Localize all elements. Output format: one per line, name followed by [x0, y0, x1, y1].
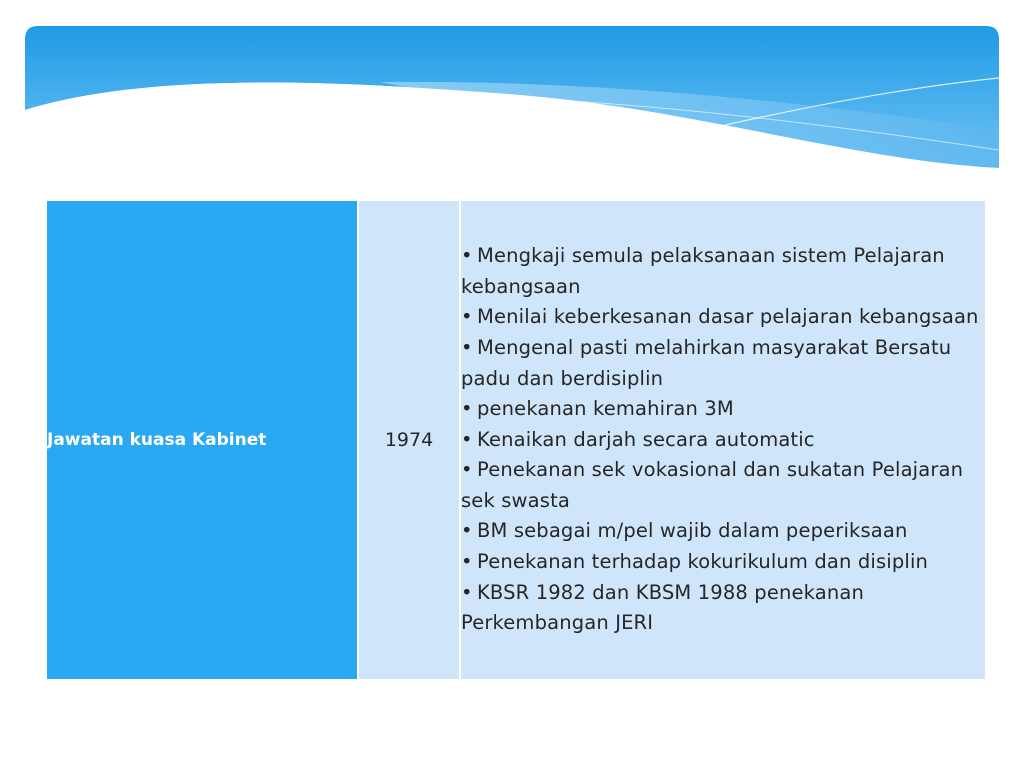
- bullet-glyph: •: [461, 580, 473, 604]
- list-item: [461, 578, 985, 639]
- bullet-glyph: •: [461, 244, 473, 268]
- bullet-glyph: •: [461, 397, 473, 421]
- bullet-glyph: •: [461, 427, 473, 451]
- committee-cell: [46, 200, 358, 680]
- committee-label: Jawatan kuasa Kabinet: [47, 430, 267, 450]
- policy-table: [45, 199, 987, 681]
- policy-table-container: [45, 199, 987, 681]
- list-item-text: Penekanan sek vokasional dan sukatan Pelajaran sek swasta: [461, 458, 964, 512]
- points-cell: [460, 200, 986, 680]
- list-item: [461, 241, 985, 302]
- points-list: [461, 241, 985, 639]
- list-item: [461, 425, 985, 456]
- list-item-text: penekanan kemahiran 3M: [477, 397, 734, 421]
- list-item: [461, 547, 985, 578]
- list-item: [461, 333, 985, 394]
- list-item-text: Mengenal pasti melahirkan masyarakat Bersatu padu dan berdisiplin: [461, 335, 952, 390]
- list-item-text: BM sebagai m/pel wajib dalam peperiksaan: [477, 519, 908, 543]
- list-item-text: KBSR 1982 dan KBSM 1988 penekanan Perkembangan JERI: [461, 580, 864, 635]
- list-item-text: Penekanan terhadap kokurikulum dan disiplin: [477, 550, 929, 574]
- bullet-glyph: •: [461, 305, 473, 329]
- table-row: [46, 200, 986, 680]
- list-item: [461, 302, 985, 333]
- year-cell: [358, 200, 460, 680]
- list-item-text: Menilai keberkesanan dasar pelajaran kebangsaan: [477, 305, 979, 329]
- header-wave-banner: [0, 0, 1024, 190]
- list-item: [461, 516, 985, 547]
- bullet-glyph: •: [461, 519, 473, 543]
- bullet-glyph: •: [461, 458, 473, 482]
- bullet-glyph: •: [461, 335, 473, 359]
- year-label: 1974: [384, 429, 434, 451]
- list-item: [461, 394, 985, 425]
- list-item: [461, 455, 985, 516]
- list-item-text: Kenaikan darjah secara automatic: [477, 427, 815, 451]
- list-item-text: Mengkaji semula pelaksanaan sistem Pelajaran kebangsaan: [461, 244, 945, 298]
- bullet-glyph: •: [461, 550, 473, 574]
